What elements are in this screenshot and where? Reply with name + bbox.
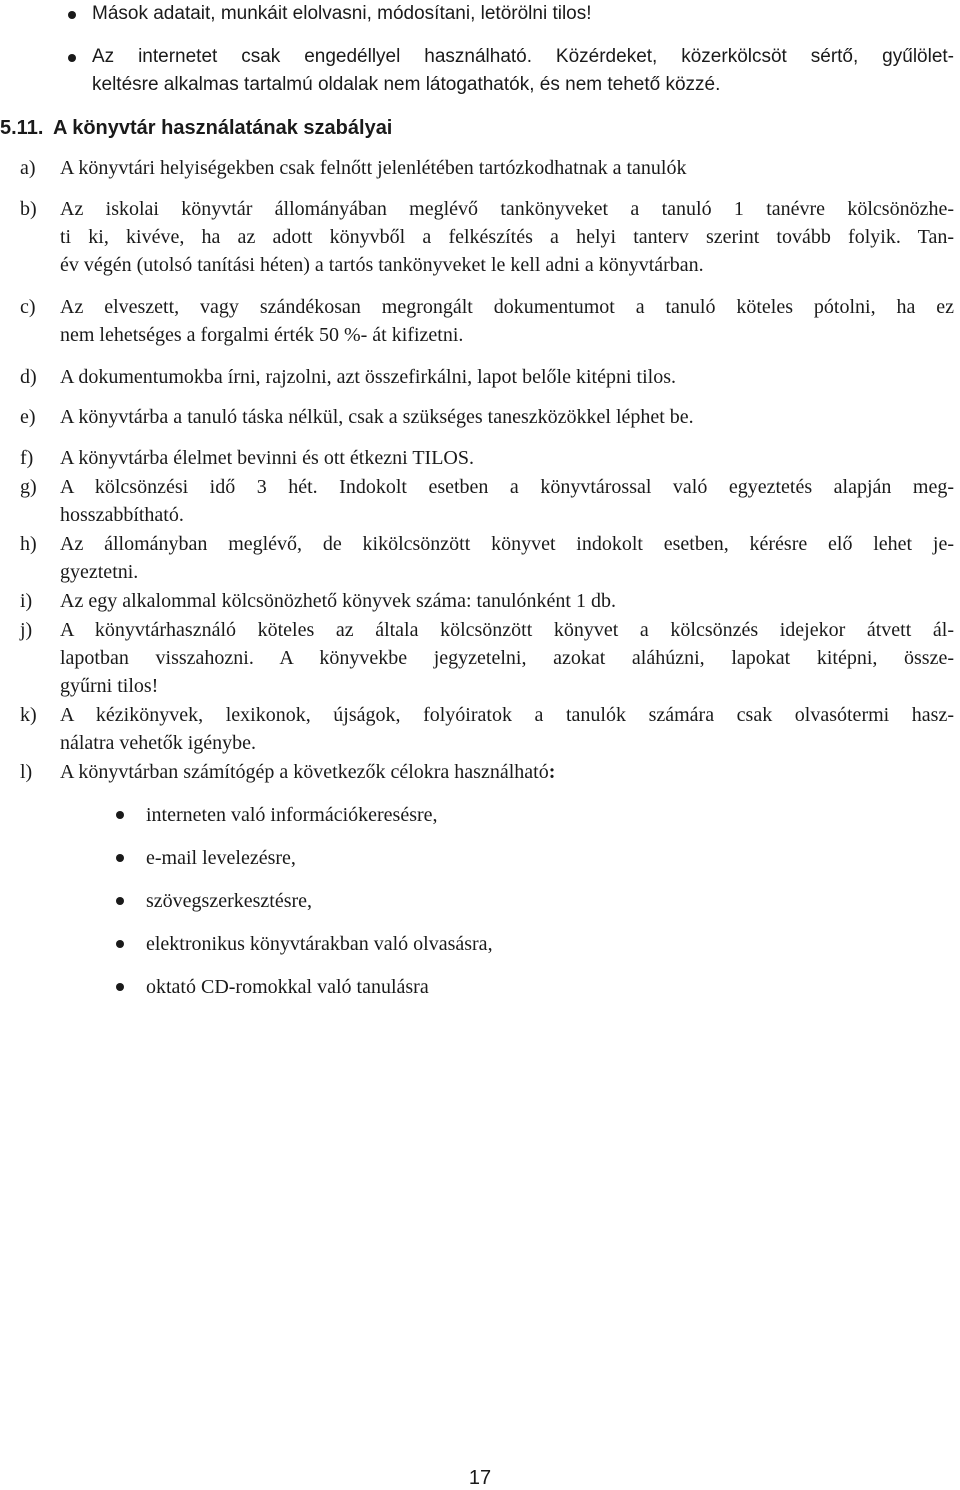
top-bullet-2-line-2: keltésre alkalmas tartalmú oldalak nem látogathatók, és nem tehető közzé.: [92, 74, 721, 95]
bullet-icon: [68, 54, 76, 62]
rule-b-line-3: év végén (utolsó tanítási héten) a tartós tankönyveket le kell adni a könyvtárban.: [60, 254, 704, 276]
rule-k-line-1: A kézikönyvek, lexikonok, újságok, folyóiratok a tanulók számára csak olvasótermi hasz-: [60, 704, 954, 726]
rule-label-f: f): [20, 447, 34, 469]
bullet-icon: [116, 940, 124, 948]
bullet-icon: [116, 811, 124, 819]
rule-l-text: A könyvtárban számítógép a következők célokra használható: [60, 761, 549, 783]
rule-b-line-2: ti ki, kivéve, ha az adott könyvből a felkészítés a helyi tanterv szerint tovább folyik. Tan-: [60, 226, 954, 248]
page-number: 17: [468, 1467, 492, 1489]
bullet-icon: [68, 11, 76, 19]
top-bullet-1: Mások adatait, munkáit elolvasni, módosítani, letörölni tilos!: [92, 3, 592, 24]
rule-label-i: i): [20, 590, 33, 612]
rule-j-line-1: A könyvtárhasználó köteles az általa kölcsönzött könyvet a kölcsönzés idejekor átvett ál-: [60, 619, 954, 641]
rule-label-d: d): [20, 366, 37, 388]
section-heading: [0, 116, 392, 140]
computer-use-1: interneten való információkeresésre,: [146, 804, 438, 826]
rule-h-line-1: Az állományban meglévő, de kikölcsönzött könyvet indokolt esetben, kérésre elő lehet je-: [60, 533, 954, 555]
rule-j-line-3: gyűrni tilos!: [60, 675, 159, 697]
rule-j-line-2: lapotban visszahozni. A könyvekbe jegyzetelni, azokat aláhúzni, lapokat kitépni, össze-: [60, 647, 954, 669]
rule-label-j: j): [20, 619, 33, 641]
rule-g-line-1: A kölcsönzési idő 3 hét. Indokolt esetben a könyvtárossal való egyeztetés alapján meg-: [60, 476, 954, 498]
rule-c-line-1: Az elveszett, vagy szándékosan megrongált dokumentumot a tanuló köteles pótolni, ha ez: [60, 296, 954, 318]
rule-c-line-2: nem lehetséges a forgalmi érték 50 %- át kifizetni.: [60, 324, 464, 346]
rule-i-line-1: Az egy alkalommal kölcsönözhető könyvek száma: tanulónként 1 db.: [60, 590, 616, 612]
rule-label-b: b): [20, 198, 37, 220]
rule-g-line-2: hosszabbítható.: [60, 504, 184, 526]
section-number: 5.11.: [0, 117, 44, 139]
rule-l-line-1: [60, 760, 555, 784]
rule-label-a: a): [20, 157, 36, 179]
rule-d-line-1: A dokumentumokba írni, rajzolni, azt összefirkálni, lapot belőle kitépni tilos.: [60, 366, 676, 388]
bullet-icon: [116, 897, 124, 905]
section-title: A könyvtár használatának szabályai: [52, 117, 393, 139]
computer-use-4: elektronikus könyvtárakban való olvasásra,: [146, 933, 493, 955]
rule-k-line-2: nálatra vehetők igénybe.: [60, 732, 257, 754]
rule-b-line-1: Az iskolai könyvtár állományában meglévő tankönyveket a tanuló 1 tanévre kölcsönözhe-: [60, 198, 954, 220]
computer-use-3: szövegszerkesztésre,: [146, 890, 313, 912]
rule-e-line-1: A könyvtárba a tanuló táska nélkül, csak a szükséges taneszközökkel léphet be.: [60, 406, 694, 428]
computer-use-5: oktató CD-romokkal való tanulásra: [146, 976, 429, 998]
rule-label-g: g): [20, 476, 37, 498]
rule-a-line-1: A könyvtári helyiségekben csak felnőtt jelenlétében tartózkodhatnak a tanulók: [60, 157, 687, 179]
rule-label-h: h): [20, 533, 37, 555]
rule-l-colon: :: [548, 761, 556, 783]
rule-label-l: l): [20, 761, 33, 783]
rule-f-line-1: A könyvtárba élelmet bevinni és ott étkezni TILOS.: [60, 447, 474, 469]
rule-h-line-2: gyeztetni.: [60, 561, 139, 583]
computer-use-2: e-mail levelezésre,: [146, 847, 296, 869]
bullet-icon: [116, 854, 124, 862]
rule-label-k: k): [20, 704, 37, 726]
rule-label-e: e): [20, 406, 36, 428]
rule-label-c: c): [20, 296, 36, 318]
top-bullet-2-line-1: Az internetet csak engedéllyel használható. Közérdeket, közerkölcsöt sértő, gyűlölet-: [92, 46, 954, 67]
bullet-icon: [116, 983, 124, 991]
